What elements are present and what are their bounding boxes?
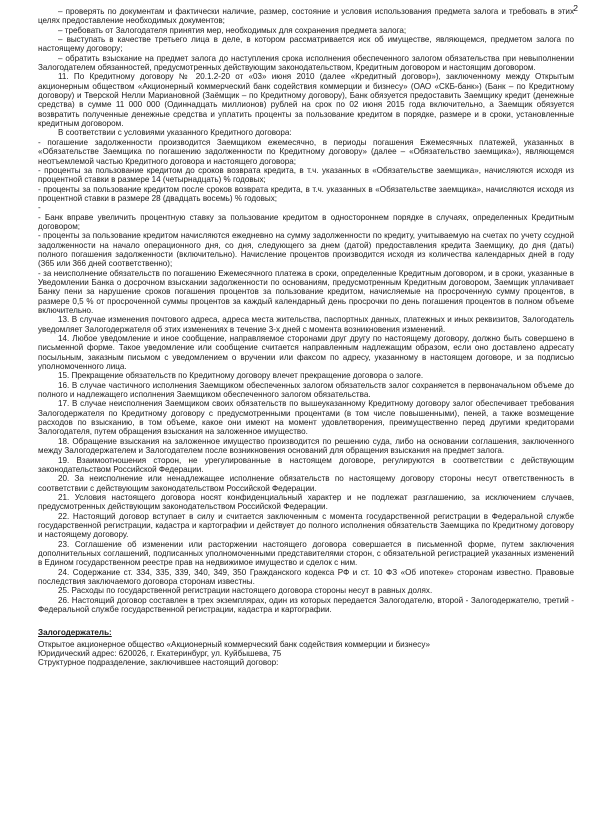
paragraph: - проценты за пользование кредитом начисляются ежедневно на сумму задолженности по кредиту, учитываемую на счетах по учету ссудной задолженности на начало операционного дня, со дня, следующего за днем (датой) предоставления кредита Заемщику, до дня (даты) полного погашения задолженности (включительно). Начисление процентов производится исходя из количества календарных дней в году (365 или 366 дней соответственно); [38, 231, 574, 269]
paragraph: 17. В случае неисполнения Заемщиком своих обязательств по вышеуказанному Кредитному договору залог обеспечивает требования Залогодержателя по Кредитному договору с предусмотренными процентами (в том числе повышенными), пеней, а также возмещение расходов по взысканию, в том объеме, какое они имеют на момент удовлетворения, преимущественно перед другими кредиторами Залогодателя, путем обращения взыскания на заложенное имущество. [38, 399, 574, 437]
pledgee-heading: Залогодержатель: [38, 628, 112, 638]
document-body [38, 7, 574, 614]
paragraph: - проценты за пользование кредитом после сроков возврата кредита, в т.ч. указанных в «Обязательстве заемщика», начисляются исходя из процентной ставки в размере 28 (двадцать восемь) % годовых; [38, 184, 574, 203]
paragraph: 26. Настоящий договор составлен в трех экземплярах, один из которых передается Залогодателю, второй - Залогодержателю, третий - Федеральной службе государственной регистрации, кадастра и картографии. [38, 595, 574, 614]
paragraph: 24. Содержание ст. 334, 335, 339, 340, 349, 350 Гражданского кодекса РФ и ст. 10 ФЗ «Об ипотеке» сторонам известно. Правовые последствия заключаемого договора сторонам известны. [38, 567, 574, 586]
paragraph: - погашение задолженности производится Заемщиком ежемесячно, в периоды погашения Ежемесячных платежей, указанных в «Обязательстве Заемщика по погашению задолженности по Кредитному договору» (далее – «Обязательство заемщика»), являющемся неотъемлемой частью Кредитного договора и настоящего договора; [38, 137, 574, 166]
paragraph: - Банк вправе увеличить процентную ставку за пользование кредитом в одностороннем порядке в случаях, определенных Кредитным договором; [38, 212, 574, 231]
pledgee-name: Открытое акционерное общество «Акционерный коммерческий банк содействия коммерции и бизнесу» [38, 639, 430, 649]
paragraph: 15. Прекращение обязательств по Кредитному договору влечет прекращение договора о залоге. [58, 371, 424, 381]
paragraph: 19. Взаимоотношения сторон, не урегулированные в настоящем договоре, регулируются в соответствии с действующим законодательством Российской Федерации. [38, 455, 574, 474]
paragraph: 13. В случае изменения почтового адреса, адреса места жительства, паспортных данных, платежных и иных реквизитов, Залогодатель уведомляет Залогодержателя об этих изменениях в течение 3-х дней с момента возникновения изменений. [38, 315, 574, 334]
paragraph: В соответствии с условиями указанного Кредитного договора: [58, 128, 292, 138]
paragraph: 20. За неисполнение или ненадлежащее исполнение обязательств по настоящему договору стороны несут ответственность в соответствии с действующим законодательством Российской Федерации. [38, 474, 574, 493]
paragraph: 25. Расходы по государственной регистрации настоящего договора стороны несут в равных долях. [58, 586, 433, 596]
paragraph: 18. Обращение взыскания на заложенное имущество производится по решению суда, либо на основании соглашения, заключенного между Залогодержателем и Залогодателем после возникновения оснований для обращения взыскания на предмет залога. [38, 436, 574, 456]
pledgee-branch-label: Структурное подразделение, заключившее настоящий договор: [38, 658, 279, 668]
paragraph: - проценты за пользование кредитом до сроков возврата кредита, в т.ч. указанных в «Обязательстве заемщика», начисляются исходя из процентной ставки в размере 14 (четырнадцать) % годовых; [38, 165, 574, 185]
paragraph: - за неисполнение обязательств по погашению Ежемесячного платежа в сроки, определенные Кредитным договором, и в сроки, указанные в Уведомлении Банка о досрочном взыскании задолженности по основаниям, предусмотренным Кредитным договором, Заемщик уплачивает Банку пени за нарушение сроков погашения процентов за пользование кредитом, начисляемые на просроченную сумму процентов, в размере 0,5 % от просроченной суммы процентов за каждый календарный день просрочки по день погашения процентов в полном объеме включительно. [38, 268, 574, 315]
paragraph: 21. Условия настоящего договора носят конфиденциальный характер и не подлежат разглашению, за исключением случаев, предусмотренных действующим законодательством Российской Федерации. [38, 492, 574, 512]
paragraph: – проверять по документам и фактически наличие, размер, состояние и условия использования предмета залога и требовать в этих целях предоставление необходимых документов; [38, 7, 574, 26]
pledgee-legal-address: Юридический адрес: 620026, г. Екатеринбург, ул. Куйбышева, 75 [38, 649, 282, 659]
paragraph: – обратить взыскание на предмет залога до наступления срока исполнения обеспеченного залогом обязательства при невыполнении Залогодателем обязанностей, предусмотренных действующим законодательством, Кредитным договором и настоящим договором. [38, 53, 574, 73]
paragraph: 23. Соглашение об изменении или расторжении настоящего договора совершается в письменной форме, путем заключения дополнительных соглашений, подписанных уполномоченными представителями сторон, с обязательной регистрацией указанных изменений в Едином государственном реестре прав на недвижимое имущество и сделок с ним. [38, 539, 574, 568]
signature-block [38, 628, 574, 667]
paragraph: – требовать от Залогодателя принятия мер, необходимых для сохранения предмета залога; [58, 25, 407, 35]
paragraph: – выступать в качестве третьего лица в деле, в котором рассматривается иск об имуществе, являющемся, предметом залога по настоящему договору; [38, 35, 574, 54]
paragraph: - [38, 203, 41, 213]
paragraph: 14. Любое уведомление и иное сообщение, направляемое сторонами друг другу по настоящему договору, должно быть совершено в письменной форме. Такое уведомление или сообщение считается направленным надлежащим образом, если оно доставлено адресату посыльным, заказным письмом с уведомлением о вручении или факсом по адресу, указанному в настоящем договоре, и за подписью уполномоченного лица. [38, 334, 574, 372]
page-number: 2 [573, 3, 578, 13]
paragraph: 11. По Кредитному договору № 20.1.2-20 от «03» июня 2010 (далее «Кредитный договор»), заключенному между Открытым акционерным обществом «Акционерный коммерческий банк содействия коммерции и бизнесу» (ОАО «СКБ-банк») (Банк – по Кредитному договору) и Тверской Нелли Мариановной (Заёмщик – по Кредитному договору), Банк обязуется предоставить Заемщику кредит (денежные средства) в сумме 11 000 000 (Одиннадцать миллионов) рублей на срок по 02 июня 2015 года включительно, а Заемщик обязуется возвратить полученные денежные средства и уплатить проценты за пользование кредитом в порядке, размере и в сроки, установленные кредитным договором. [38, 72, 574, 129]
paragraph: 16. В случае частичного исполнения Заемщиком обеспеченных залогом обязательств залог сохраняется в первоначальном объеме до полного и надлежащего исполнения Заемщиком обеспеченного залогом обязательства. [38, 380, 574, 400]
paragraph: 22. Настоящий договор вступает в силу и считается заключенным с момента государственной регистрации в Федеральной службе государственной регистрации, кадастра и картографии и действует до полного исполнения обязательств Заемщика по Кредитному договору и настоящему договору. [38, 511, 574, 540]
